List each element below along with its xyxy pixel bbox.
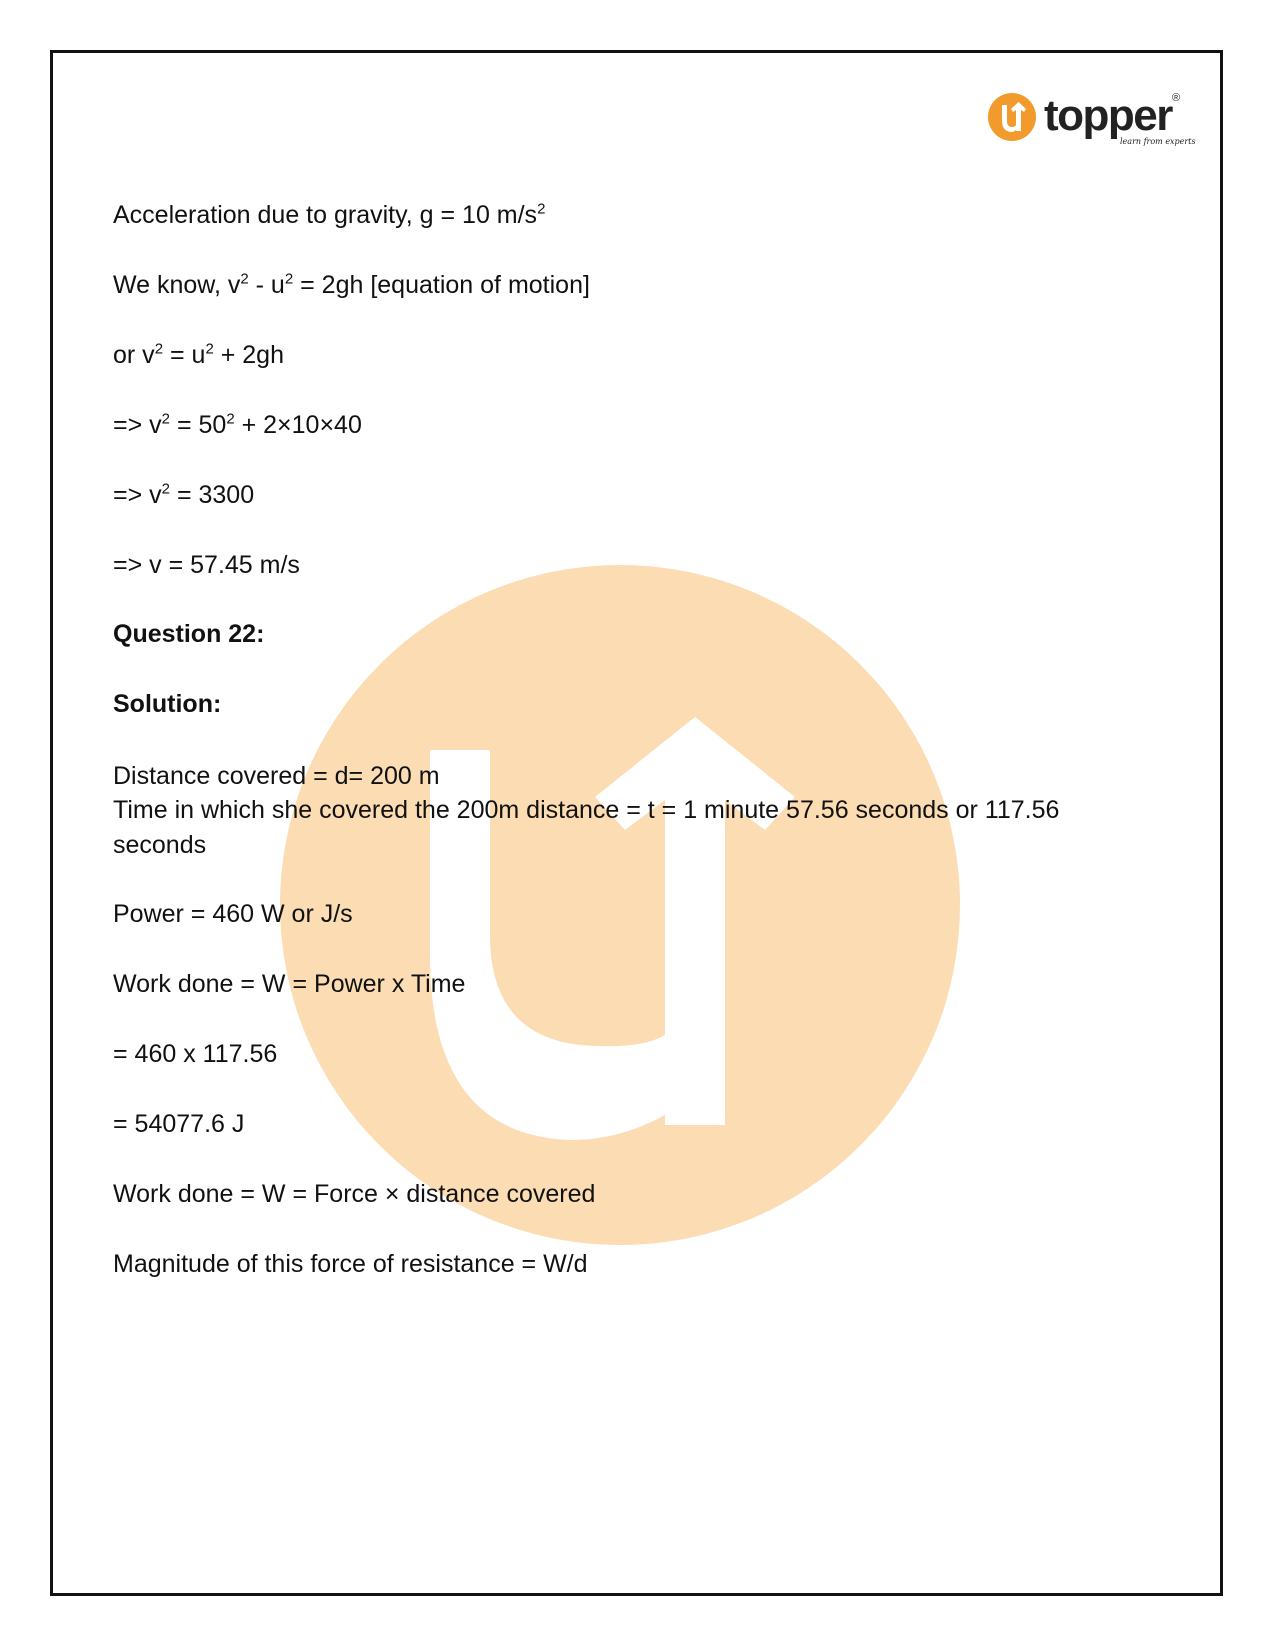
logo-u-icon — [988, 93, 1036, 141]
equation-of-motion-line: We know, $v^2 - u^2 = 2gh$ [equation of motion] — [113, 270, 590, 299]
solution-heading: Solution: — [113, 690, 222, 718]
power-line: Power = 460 W or J/s — [113, 900, 353, 928]
registered-mark: ® — [1172, 92, 1181, 104]
distance-line: Distance covered = d= 200 m — [113, 762, 440, 790]
work-result-line: = 54077.6 J — [113, 1110, 245, 1138]
velocity-result-line: => v = 57.45 m/s — [113, 551, 300, 579]
work-formula-line: Work done = W = Power x Time — [113, 970, 466, 998]
topper-logo — [988, 88, 1196, 158]
logo-tagline: learn from experts — [1120, 137, 1196, 146]
watermark-logo — [280, 565, 960, 1245]
watermark-circle — [280, 565, 960, 1245]
question-heading: Question 22: — [113, 620, 265, 648]
v-squared-result-line: => $v^2 = 3300$ — [113, 480, 255, 509]
magnitude-line: Magnitude of this force of resistance = W/d — [113, 1250, 588, 1278]
logo-wordmark: topper — [1044, 91, 1172, 140]
substitution-line: => $v^2 = 50^2 + 2\times 10\times 40$ — [113, 410, 362, 439]
rearranged-equation-line: or $v^2 = u^2 + 2gh$ — [113, 340, 284, 369]
gravity-line: Acceleration due to gravity, g = 10 $m/s^2$ — [113, 200, 546, 229]
time-line: Time in which she covered the 200m distance = t = 1 minute 57.56 seconds or 117.56 seconds — [113, 796, 1060, 859]
work-force-line: Work done = W = Force × distance covered — [113, 1180, 596, 1208]
work-calculation-line: = 460 x 117.56 — [113, 1040, 278, 1068]
